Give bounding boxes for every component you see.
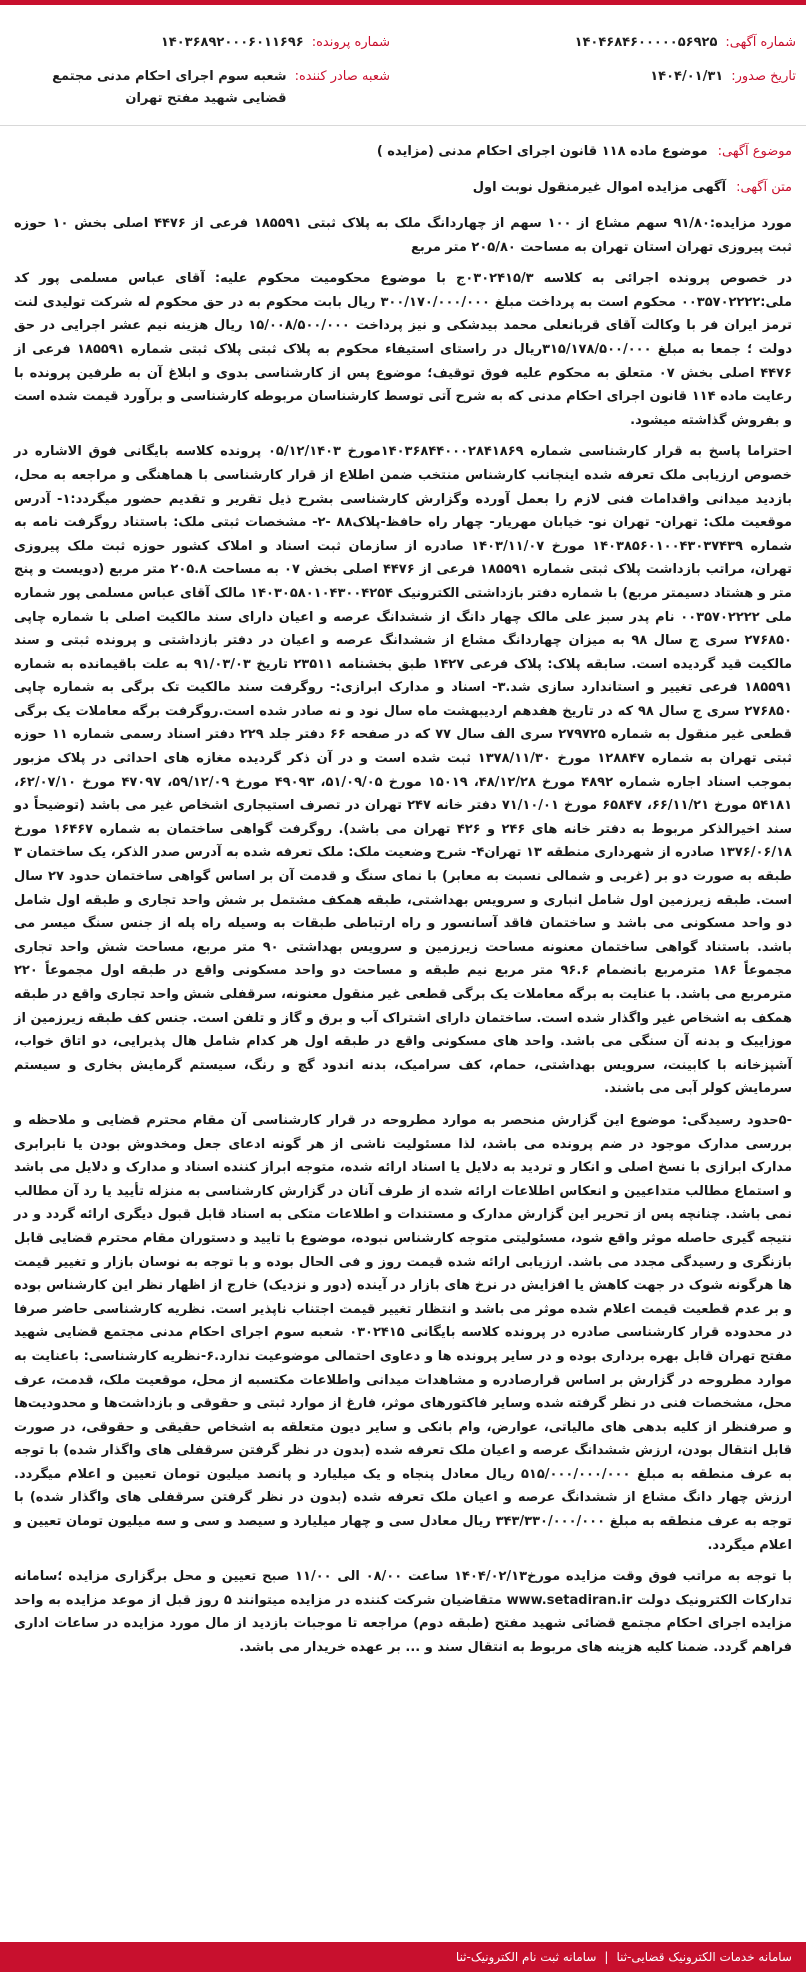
- subject-label: موضوع آگهی:: [717, 144, 792, 159]
- footer-bar: [0, 1942, 806, 1972]
- title-label: متن آگهی:: [736, 180, 792, 195]
- title-value: آگهی مزایده اموال غیرمنقول نوبت اول: [472, 180, 727, 195]
- header-divider: [0, 125, 806, 126]
- ad-number-label: شماره آگهی:: [725, 35, 796, 50]
- case-number-value: ۱۴۰۳۶۸۹۲۰۰۰۶۰۱۱۶۹۶: [160, 35, 304, 50]
- footer-separator: |: [604, 1950, 609, 1964]
- header-right-column: [416, 32, 796, 100]
- subject-value: موضوع ماده ۱۱۸ قانون اجرای احکام مدنی (مزایده ): [376, 144, 708, 159]
- notice-title: [14, 176, 792, 200]
- ad-number-value: ۱۴۰۴۶۸۴۶۰۰۰۰۰۵۶۹۲۵: [574, 35, 718, 50]
- ad-number-row: [416, 32, 796, 54]
- auction-item-paragraph: مورد مزایده:۹۱/۸۰ سهم مشاع از ۱۰۰ سهم از چهاردانگ ملک به پلاک ثبتی ۱۸۵۵۹۱ فرعی از ۴۴۷۶ اصلی بخش ۱۰ حوزه ثبت پیروزی تهران استان تهران به مساحت ۲۰۵/۸۰ متر مربع: [14, 216, 792, 255]
- footer-link-sana-registration[interactable]: سامانه ثبت نام الکترونیک-ثنا: [455, 1950, 597, 1964]
- auction-schedule-paragraph: با توجه به مراتب فوق وقت مزایده مورخ۱۴۰۴/۰۲/۱۳ ساعت ۰۸/۰۰ الی ۱۱/۰۰ صبح تعیین و محل برگزاری مزایده ؛سامانه تدارکات الکترونیک دولت www.setadiran.ir متقاضیان شرکت کننده در مزایده میتوانند ۵ روز قبل از موعد مزایده به واحد مزایده اجرای احکام مجتمع قضائی شهید مفتح (طبقه دوم) مراجعه تا موجبات بازدید از مال مورد مزایده در ساعات اداری فراهم گردد. ضمنا کلیه هزینه های مربوط به انتقال سند و ... بر عهده خریدار می باشد.: [14, 1569, 792, 1656]
- issue-date-label: تاریخ صدور:: [731, 69, 796, 84]
- notice-content: [14, 140, 792, 1668]
- case-number-row: [10, 32, 390, 54]
- case-paragraph: در خصوص پرونده اجرائی به کلاسه ۰۳۰۲۴۱۵/۳ج با موضوع محکومیت محکوم علیه: آقای عباس مسلمی پور کد ملی:۰۰۳۵۷۰۲۲۲۲ محکوم است به پرداخت مبلغ ۳۰۰/۱۷۰/۰۰۰/۰۰۰ ریال بابت محکوم به در حق محکوم له شرکت تولیدی لنت ترمز ایران فر با وکالت آقای قربانعلی محمد بیدشکی و نیز پرداخت ۱۵/۰۰۸/۵۰۰/۰۰۰ ریال هزینه نیم عشر اجرایی در حق دولت ؛ جمعا به مبلغ ۳۱۵/۱۷۸/۵۰۰/۰۰۰ریال در راستای استیفاء محکوم به پلاک ثبتی پلاک ثبتی شماره ۱۸۵۵۹۱ فرعی از ۴۴۷۶ اصلی بخش ۰۷ متعلق به محکوم علیه فوق توقیف؛ موضوع پس از کارشناسی بدوی و ابلاغ آن به طرفین پرونده با رعایت ماده ۱۱۴ قانون اجرای احکام مدنی که به شرح آتی توسط کارشناسان مربوطه کارشناسی و برآورد قیمت شده است و بفروش گذاشته میشود.: [14, 271, 793, 428]
- notice-header: [0, 14, 806, 124]
- issuer-value: شعبه سوم اجرای احکام مدنی مجتمع قضایی شهید مفتح تهران: [52, 69, 287, 106]
- scope-valuation-paragraph: -۵حدود رسیدگی: موضوع این گزارش منحصر به موارد مطروحه در قرار کارشناسی آن مقام محترم قضایی و ملاحظه و بررسی مدارک موجود در ضم پرونده می باشد، لذا مسئولیت ناشی از هر گونه ادعای جعل ومخدوش بودن یا نابرابری مدارک ابرازی با نسخ اصلی و انکار و تردید به دلایل یا اسناد ارائه شده، متوجه ابراز کننده اسناد و مدارک و دلایل می باشد و استماع مطالب متداعیین و انعکاس اطلاعات ارائه شده از طرف آنان در گزارش کارشناسی به منزله تأیید یا رد آن مطالب نمی باشد. چنانچه پس از تحریر این گزارش مدارک و مستندات و اطلاعات متکی به اسناد قابل قبول دیگری ارائه گردد و در نتیجه گیری حاصله موثر واقع شود، مسئولیتی متوجه کارشناس نبوده، موضوع با تایید و دستوران مقام محترم قضایی قابل بازنگری و رسیدگی مجدد می باشد. ارزیابی ارائه شده قیمت روز و فی الحال بوده و با توجه به نوسان بازار و تغییر قیمت ها هرگونه شوک در جهت کاهش یا افزایش در نرخ های بازار در آینده (دور و نزدیک) خارج از اظهار نظر این کارشناس بوده و بر عدم قطعیت قیمت اعلام شده موثر می باشد و انتظار تغییر قیمت اجتناب ناپذیر است. نظریه کارشناسی حاضر صرفا در محدوده قرار کارشناسی صادره در پرونده کلاسه بایگانی ۰۳۰۲۴۱۵ شعبه سوم اجرای احکام مدنی مجتمع قضایی شهید مفتح تهران قابل بهره برداری بوده و در سایر پرونده ها و دعاوی احتمالی موضوعیت ندارد.۶-نظریه کارشناسی: باعنایت به موارد مطروحه در گزارش بر اساس قرارصادره و مشاهدات میدانی واطلاعات مکتسبه از محل، موقعیت ملک، قدمت، عرف محل، مشخصات فنی در نظر گرفته شده وسایر فاکتورهای موثر، فارغ از موارد ثبتی و حقوقی و بازداشت‌ها و محدودیت‌ها و صرفنظر از کلیه بدهی های مالیاتی، عوارض، وام بانکی و سایر دیون متعلقه به اشخاص حقیقی و حقوقی، در صورت قابل انتقال بودن، ارزش ششدانگ عرصه و اعیان ملک تعرفه شده (بدون در نظر گرفتن سرقفلی های واگذار شده) با توجه به عرف منطقه به مبلغ ۵۱۵/۰۰۰/۰۰۰/۰۰۰ ریال معادل پنجاه و یک میلیارد و پانصد میلیون تومان تعیین و اعلام میگردد. ارزش چهار دانگ مشاع از ششدانگ عرصه و اعیان ملک تعرفه شده (بدون در نظر گرفتن سرقفلی های واگذار شده) با توجه به عرف منطقه به مبلغ ۳۴۳/۳۳۰/۰۰۰/۰۰۰ ریال معادل سی و چهار میلیارد و سیصد و سی و سه میلیون تومان تعیین و اعلام میگردد.: [14, 1112, 793, 1553]
- issue-date-row: [416, 66, 796, 88]
- footer-link-sana-services[interactable]: سامانه خدمات الکترونیک قضایی-ثنا: [616, 1950, 792, 1964]
- notice-subject: [14, 140, 792, 164]
- issue-date-value: ۱۴۰۴/۰۱/۳۱: [650, 69, 724, 84]
- expert-report-paragraph: احتراما پاسخ به قرار کارشناسی شماره ۱۴۰۳۶۸۴۴۰۰۰۲۸۴۱۸۶۹مورخ ۰۵/۱۲/۱۴۰۳ پرونده کلاسه بایگانی فوق الاشاره در خصوص ارزیابی ملک تعرفه شده اینجانب کارشناس منتخب ضمن اطلاع از قرار کارشناسی با هماهنگی و مراجعه به محل، بازدید میدانی واقدامات فنی لازم را بعمل آورده وگزارش کارشناسی بشرح ذیل تقریر و تقدیم حضور میگردد:۱- آدرس موقعیت ملک: تهران- تهران نو- خیابان مهریار- چهار راه حافظ-پلاک۸۸ -۲- مشخصات ثبتی ملک: باستناد روگرفت نامه به شماره ۱۴۰۳۸۵۶۰۱۰۰۴۳۰۳۷۴۳۹ مورخ ۱۴۰۳/۱۱/۰۷ صادره از سازمان ثبت اسناد و املاک کشور حوزه ثبت ملک پیروزی تهران، مراتب بازداشت پلاک ثبتی شماره ۱۸۵۵۹۱ فرعی از ۴۴۷۶ اصلی بخش ۰۷ به مساحت ۲۰۵.۸ متر مربع (دویست و پنج متر و هشتاد دسیمتر مربع) با شماره دفتر بازداشتی الکترونیک ۱۴۰۳۰۵۸۰۱۰۴۳۰۰۴۲۵۴ مالک آقای عباس مسلمی پور شماره ملی ۰۰۳۵۷۰۲۲۲۲ نام پدر سبز علی مالک چهار دانگ از ششدانگ عرصه و اعیان دارای سند مالکیت اصلی با شماره چاپی ۲۷۶۸۵۰ سری ج سال ۹۸ به میزان چهاردانگ مشاع از ششدانگ عرصه و اعیان در دفتر بازداشتی و پرونده ثبتی و سند مالکیت قید گردیده است. سابقه پلاک: پلاک فرعی ۱۴۲۷ طبق بخشنامه ۲۳۵۱۱ تاریخ ۹۱/۰۳/۰۳ به علت باقیمانده به شماره ۱۸۵۵۹۱ فرعی تغییر و استاندارد سازی شد.۳- اسناد و مدارک ابرازی:- روگرفت سند مالکیت تک برگی به شماره چاپی ۲۷۶۸۵۰ سری ج سال ۹۸ که در تاریخ هفدهم اردیبهشت ماه سال نود و نه صادر شده است.روگرفت برگه معاملات یک برگی قطعی غیر منقول به شماره ۲۷۹۷۲۵ سری الف سال ۷۷ که در صفحه ۶۶ دفتر جلد ۲۲۹ دفتر اسناد رسمی شماره ۱۱ حوزه ثبتی تهران به شماره ۱۲۸۸۴۷ مورخ ۱۳۷۸/۱۱/۳۰ ثبت شده است و در آن ذکر گردیده مغازه های احداثی در پلاک مزبور بموجب اسناد اجاره شماره ۴۸۹۲ مورخ ۴۸/۱۲/۲۸، ۱۵۰۱۹ مورخ ۵۱/۰۹/۰۵، ۴۹۰۹۳ مورخ ۵۹/۱۲/۰۹، ۴۷۰۹۷ مورخ ۶۲/۰۷/۱۰، ۵۴۱۸۱ مورخ ۶۶/۱۱/۲۱، ۶۵۸۴۷ مورخ ۷۱/۱۰/۰۱ دفتر خانه ۲۴۷ تهران در تصرف استیجاری اشخاص غیر می باشد (توضیحاً دو سند اخیرالذکر مربوط به دفتر خانه های ۲۴۶ و ۴۲۶ تهران می باشد). روگرفت گواهی ساختمان به شماره ۱۶۴۶۷ مورخ ۱۳۷۶/۰۶/۱۸ صادره از شهرداری منطقه ۱۳ تهران۴- شرح وضعیت ملک: ملک تعرفه شده به آدرس صدر الذکر، یک ساختمان ۳ طبقه به صورت دو بر (غربی و شمالی نسبت به معابر) با نمای سنگ و قدمت آن بر اساس گواهی ساختمان حدود ۲۷ سال است. طبقه زیرزمین اول شامل انباری و سرویس بهداشتی، طبقه همکف مشتمل بر شش واحد تجاری و طبقه اول شامل دو واحد مسکونی می باشد و ساختمان فاقد آسانسور و راه ارتباطی طبقات به وسیله راه پله از جنس سنگ میسر می باشد. باستناد گواهی ساختمان معنونه مساحت زیرزمین و سرویس بهداشتی ۹۰ متر مربع، مساحت شش واحد تجاری مجموعاً ۱۸۶ مترمربع بانضمام ۹۶.۶ متر مربع نیم طبقه و مساحت دو واحد مسکونی واقع در طبقه اول مجموعاً ۲۲۰ مترمربع می باشد. با عنایت به برگه معاملات یک برگی قطعی غیر منقول معنونه، سرقفلی شش واحد تجاری واقع در طبقه همکف به اشخاص غیر واگذار شده است. ساختمان دارای اشتراک آب و برق و گاز و تلفن است. جنس کف طبقه زیرزمین از موزاییک و بدنه آن سنگی می باشد. واحد های مسکونی واقع در طبقه اول هر کدام شامل هال پذیرایی، دو اتاق خواب، آشپزخانه با کابینت، سرویس بهداشتی، حمام، کف سرامیک، بدنه اندود گچ و رنگ، سیستم گرمایش بخاری و سیستم سرمایش کولر آبی می باشند.: [14, 444, 793, 1097]
- header-left-column: [10, 32, 390, 122]
- issuer-label: شعبه صادر کننده:: [294, 69, 390, 84]
- top-accent-bar: [0, 0, 806, 5]
- issuer-row: [10, 66, 390, 110]
- case-number-label: شماره پرونده:: [311, 35, 390, 50]
